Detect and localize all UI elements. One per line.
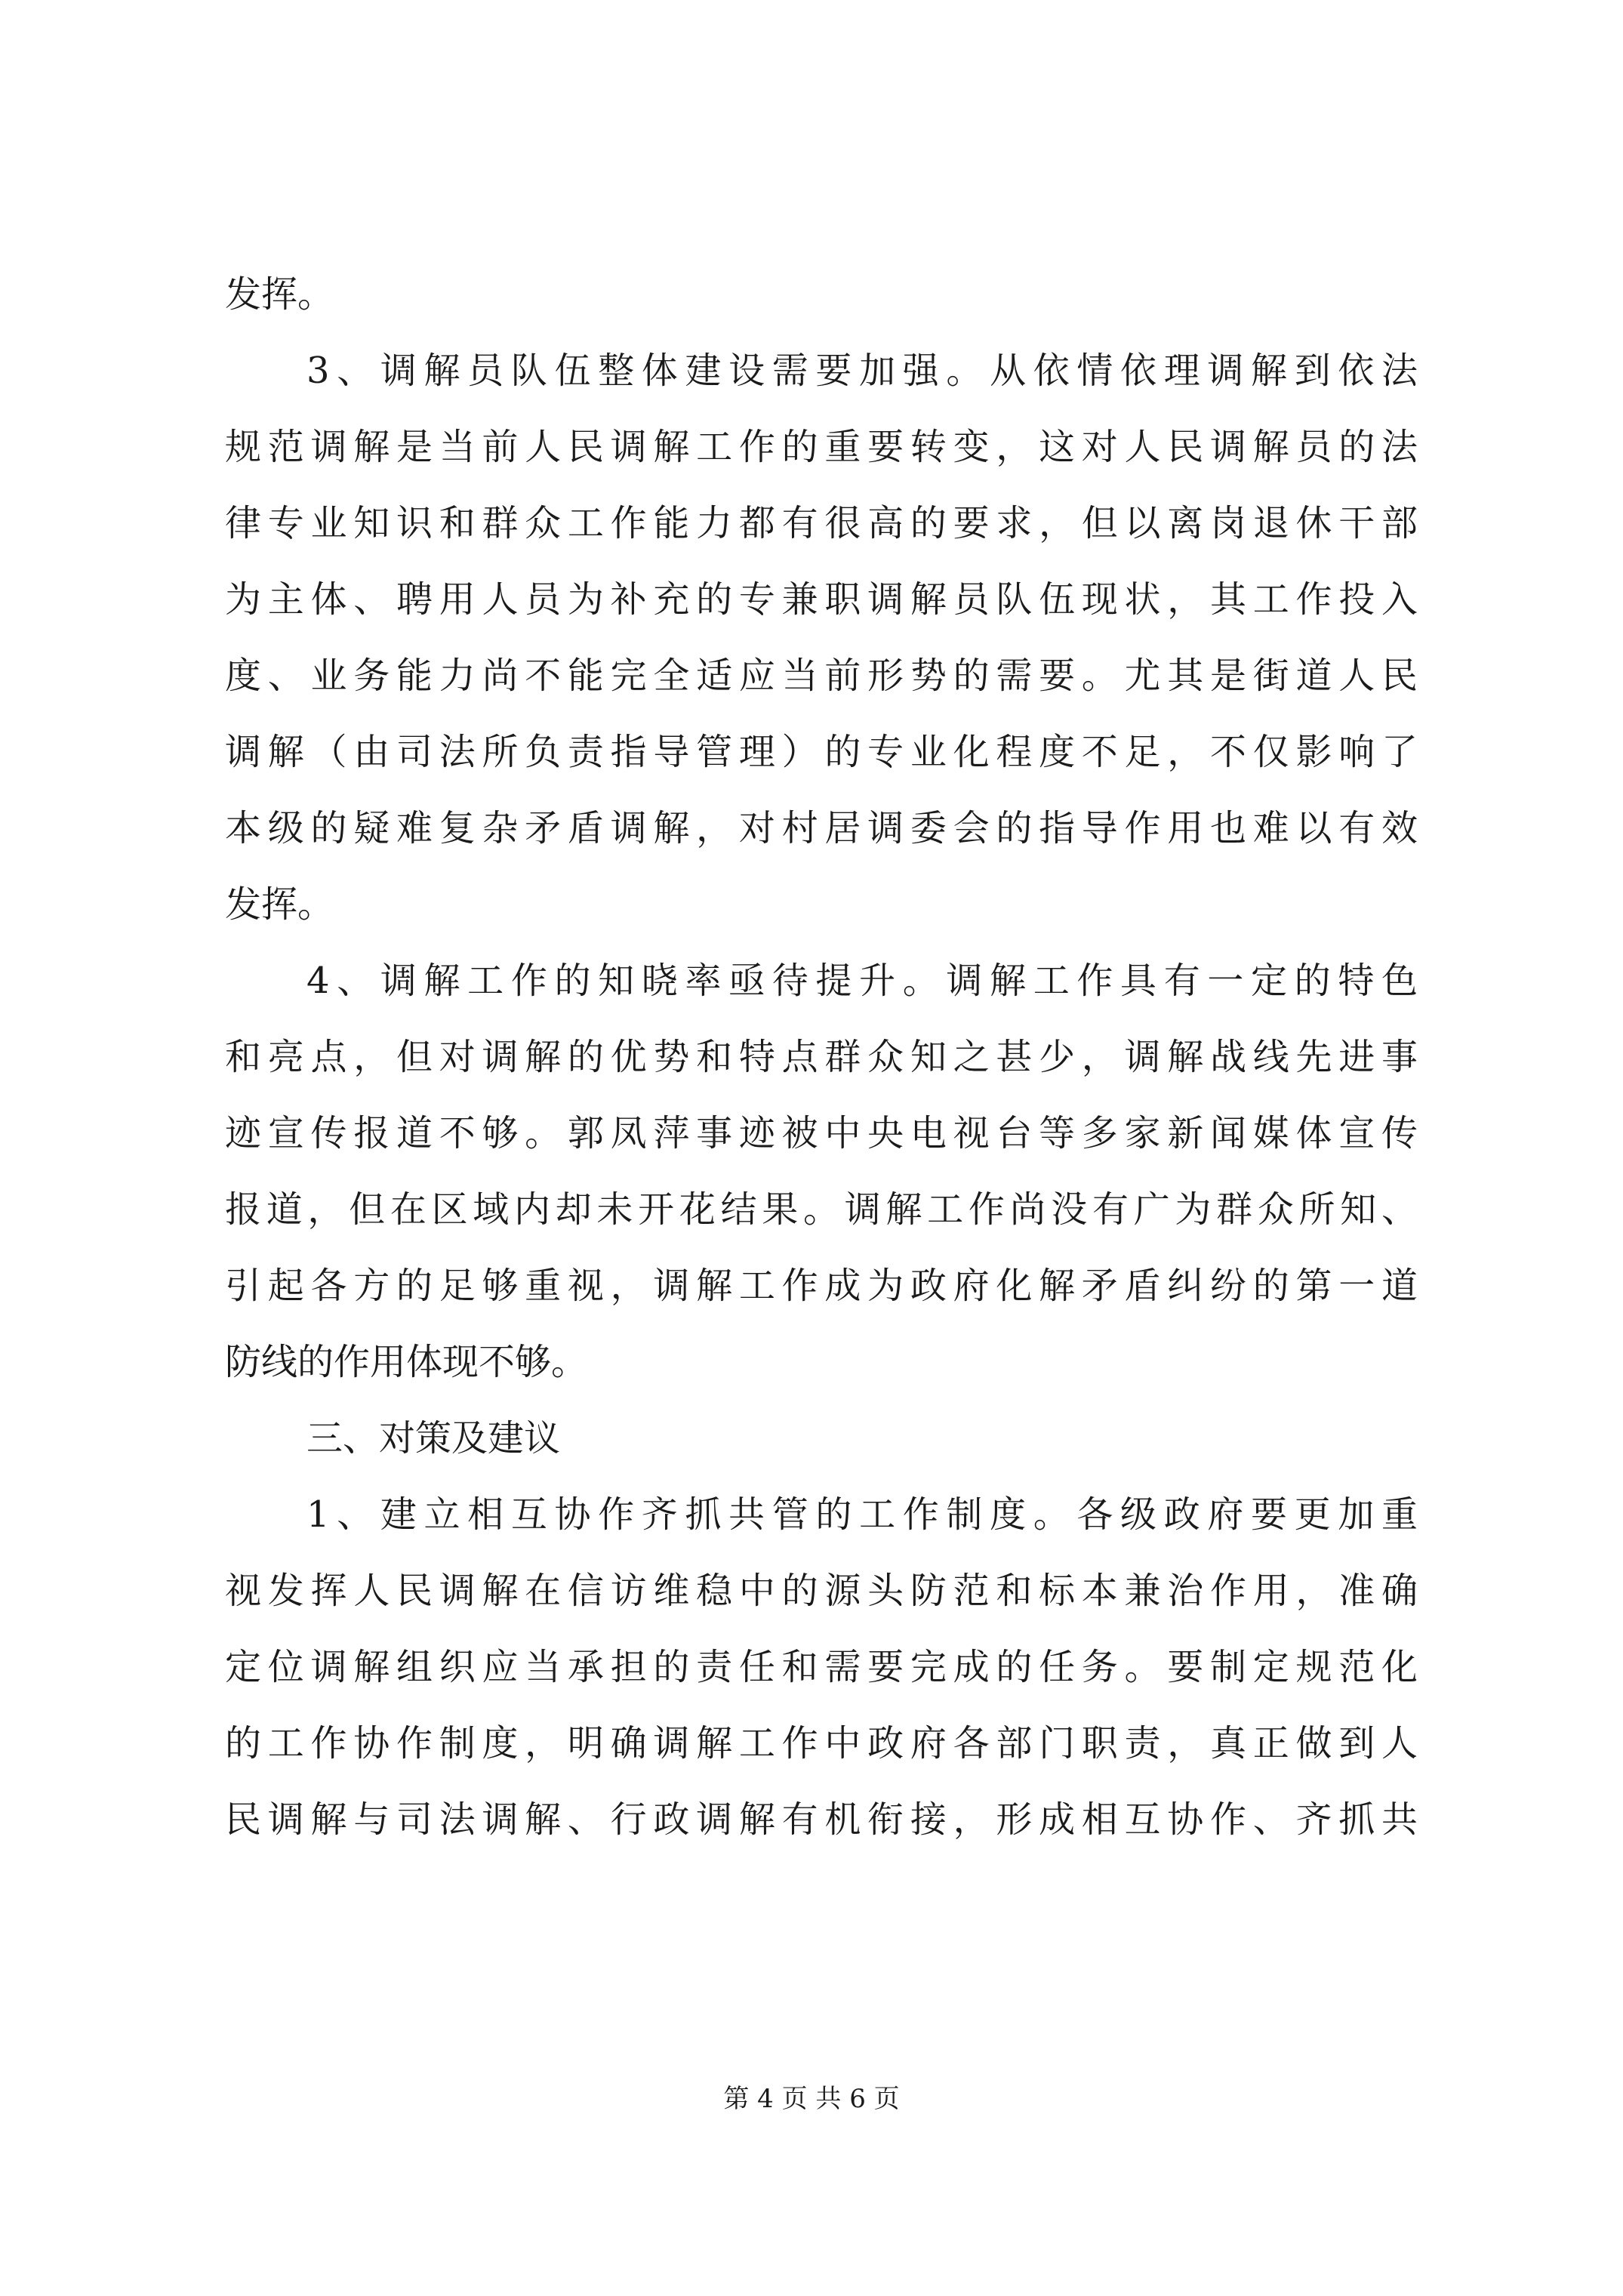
- paragraph-line: 发挥。: [225, 273, 334, 316]
- paragraph-line: 本级的疑难复杂矛盾调解，对村居调委会的指导作用也难以有效: [225, 807, 1418, 849]
- paragraph-line: 为主体、聘用人员为补充的专兼职调解员队伍现状，其工作投入: [225, 578, 1418, 621]
- paragraph-line: 3、调解员队伍整体建设需要加强。从依情依理调解到依法: [306, 350, 1418, 392]
- paragraph-line: 的工作协作制度，明确调解工作中政府各部门职责，真正做到人: [225, 1722, 1418, 1764]
- page-number-label: 第 4 页 共 6 页: [723, 2084, 900, 2114]
- page-footer: [0, 2080, 1623, 2118]
- paragraph-line: 规范调解是当前人民调解工作的重要转变，这对人民调解员的法: [225, 426, 1418, 468]
- paragraph-line: 律专业知识和群众工作能力都有很高的要求，但以离岗退休干部: [225, 502, 1418, 544]
- body-text: [225, 257, 1418, 1858]
- paragraph-line: 和亮点，但对调解的优势和特点群众知之甚少，调解战线先进事: [225, 1036, 1418, 1078]
- paragraph-line: 迹宣传报道不够。郭凤萍事迹被中央电视台等多家新闻媒体宣传: [225, 1112, 1418, 1154]
- paragraph-line: 调解（由司法所负责指导管理）的专业化程度不足，不仅影响了: [225, 731, 1418, 773]
- paragraph-line: 视发挥人民调解在信访维稳中的源头防范和标本兼治作用，准确: [225, 1570, 1418, 1612]
- paragraph-line: 民调解与司法调解、行政调解有机衔接，形成相互协作、齐抓共: [225, 1798, 1418, 1841]
- paragraph-line: 防线的作用体现不够。: [225, 1341, 588, 1383]
- paragraph-line: 发挥。: [225, 883, 334, 926]
- paragraph-line: 4、调解工作的知晓率亟待提升。调解工作具有一定的特色: [306, 960, 1418, 1002]
- paragraph-line: 1、建立相互协作齐抓共管的工作制度。各级政府要更加重: [306, 1493, 1418, 1536]
- paragraph-line: 引起各方的足够重视，调解工作成为政府化解矛盾纠纷的第一道: [225, 1265, 1418, 1307]
- paragraph-line: 定位调解组织应当承担的责任和需要完成的任务。要制定规范化: [225, 1646, 1418, 1688]
- paragraph-line: 报道，但在区域内却未开花结果。调解工作尚没有广为群众所知、: [225, 1188, 1418, 1231]
- paragraph-line: 度、业务能力尚不能完全适应当前形势的需要。尤其是街道人民: [225, 655, 1418, 697]
- section-heading: 三、对策及建议: [306, 1417, 561, 1459]
